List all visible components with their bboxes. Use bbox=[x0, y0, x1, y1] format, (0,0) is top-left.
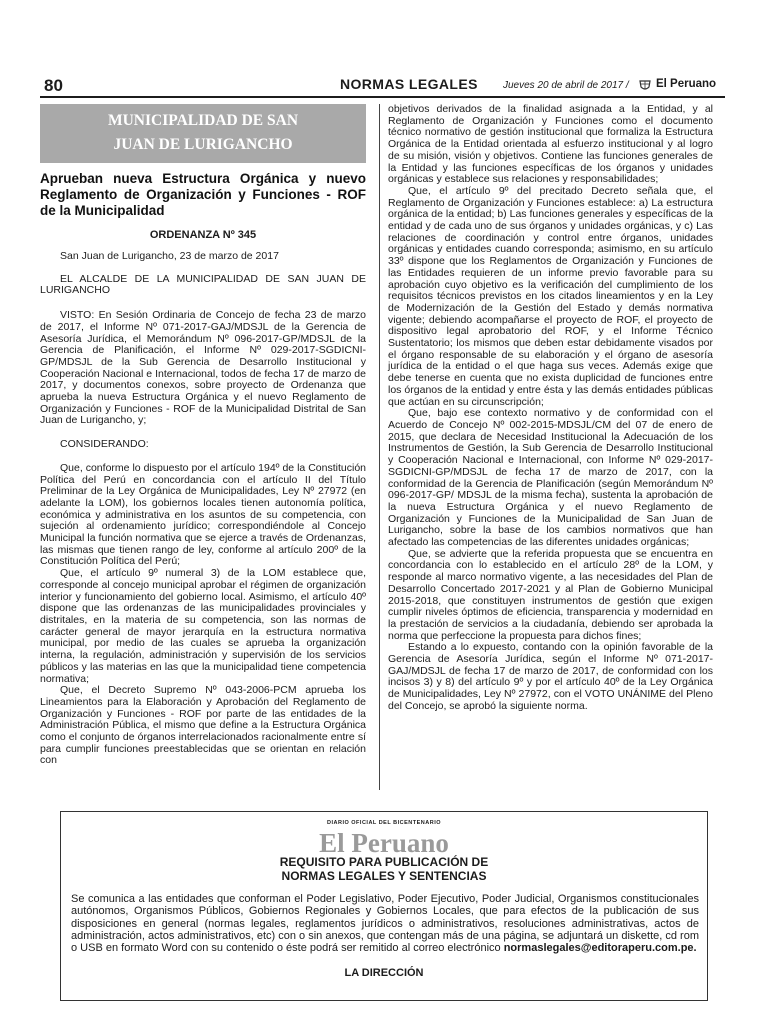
notice-title-line1: REQUISITO PARA PUBLICACIÓN DE bbox=[279, 855, 489, 869]
issue-date: Jueves 20 de abril de 2017 / bbox=[503, 80, 629, 91]
notice-title-line2: NORMAS LEGALES Y SENTENCIAS bbox=[281, 869, 487, 883]
considerando-paragraph: Que, el artículo 9º numeral 3) de la LOM establece que, corresponde al concejo municipal aprobar el régimen de organización interior y funcionamiento del gobierno local. Asimismo, el artículo 40º dispone que las ordenanzas de las municipalidades provinciales y distritales, en la materia de su competencia, son las normas de carácter general de mayor jerarquía en la estructura normativa municipal, por medio de las cuales se aprueba la organización interna, la regulación, administración y supervisión de los servicios públicos y las materias en las que la municipalidad tiene competencia normativa; bbox=[40, 567, 366, 685]
municipality-name-line2: JUAN DE LURIGANCHO bbox=[113, 136, 293, 153]
place-date: San Juan de Lurigancho, 23 de marzo de 2017 bbox=[60, 250, 279, 262]
publication-notice-box bbox=[60, 811, 708, 1001]
considerando-paragraph: Que, bajo ese contexto normativo y de conformidad con el Acuerdo de Concejo Nº 002-2015-MDSJL/CM del 07 de enero de 2015, que declara de Necesidad Institucional la Adecuación de los Instrumentos de Gestión, la Sub Gerencia de Desarrollo Institucional y Cooperación Nacional e Internacional, con Informe Nº 029-2017-SGDICNI-GP/MDSJL de fecha 17 de marzo de 2017, con la conformidad de la Gerencia de Planificación (según Memorándum Nº 096-2017-GP/ MDSJL de la misma fecha), sustenta la aprobación de la nueva Estructura Orgánica y el nuevo Reglamento de Organización y Funciones de la Municipalidad de San Juan de Lurigancho, sobre la base de los cambios normativos que han afectado las competencias de las diferentes unidades orgánicas; bbox=[388, 407, 713, 549]
right-column bbox=[388, 104, 713, 713]
column-divider bbox=[379, 104, 380, 790]
visto-paragraph: VISTO: En Sesión Ordinaria de Concejo de fecha 23 de marzo de 2017, el Informe Nº 071-2017-GAJ/MDSJL de la Gerencia de Asesoría Jurídica, el Memorándum Nº 096-2017-GP/MDSJL de la Gerencia de Planificación, el Informe Nº 029-2017-SGDICNI-GP/MDSJL de la Sub Gerencia de Desarrollo Institucional y Cooperación Nacional e Internacional, todos de fecha 17 de marzo de 2017, y documentos conexos, sobre proyecto de Ordenanza que aprueba la nueva Estructura Orgánica y el nuevo Reglamento de Organización y Funciones - ROF de la Municipalidad Distrital de San Juan de Lurigancho, y; bbox=[40, 309, 366, 427]
newspaper-brand: El Peruano bbox=[656, 78, 717, 90]
page-number: 80 bbox=[44, 76, 63, 95]
coat-of-arms-icon bbox=[638, 78, 652, 92]
header-rule bbox=[40, 96, 725, 98]
section-title: NORMAS LEGALES bbox=[340, 76, 478, 92]
resolution-paragraph: Estando a lo expuesto, contando con la opinión favorable de la Gerencia de Asesoría Jurídica, según el Informe Nº 071-2017-GAJ/MDSJL de fecha 17 de marzo de 2017, de conformidad con los incisos 3) y 8) del artículo 9º y por el artículo 40º de la Ley Orgánica de Municipalidades, Ley Nº 27972, con el VOTO UNÁNIME del Pleno del Concejo, se aprobó la siguiente norma. bbox=[388, 641, 713, 712]
considerando-heading: CONSIDERANDO: bbox=[60, 438, 149, 451]
municipality-banner bbox=[40, 104, 366, 163]
page-header bbox=[40, 76, 725, 96]
notice-body bbox=[71, 893, 699, 954]
municipality-name-line1: MUNICIPALIDAD DE SAN bbox=[107, 112, 299, 129]
notice-kicker: DIARIO OFICIAL DEL BICENTENARIO bbox=[327, 820, 441, 826]
considerando-paragraph: Que, conforme lo dispuesto por el artículo 194º de la Constitución Política del Perú en concordancia con el artículo II del Título Preliminar de la Ley Orgánica de Municipalidades, Ley Nº 27972 (en adelante la LOM), los gobiernos locales tienen autonomía política, económica y administrativa en los asuntos de su competencia, con sujeción al ordenamiento jurídico; correspondiéndole al Concejo Municipal la función normativa que se ejerce a través de Ordenanzas, las mismas que tienen rango de ley, conforme al artículo 200º de la Constitución Política del Perú; bbox=[40, 461, 366, 568]
el-peruano-logo: El Peruano bbox=[319, 828, 449, 858]
considerando-paragraph: objetivos derivados de la finalidad asignada a la Entidad, y al Reglamento de Organización y Funciones como el documento técnico normativo de gestión institucional que formaliza la Estructura Orgánica de la Entidad orientada al esfuerzo institucional y al logro de su misión, visión y objetivos. Contiene las funciones generales de la Entidad y las funciones específicas de los órganos y unidades orgánicas y establece sus relaciones y responsabilidades; bbox=[388, 103, 713, 186]
notice-body-text: Se comunica a las entidades que conforman el Poder Legislativo, Poder Ejecutivo, Poder Judicial, Organismos constitucionales autónomos, Organismos Públicos, Gobiernos Regionales y Gobiernos Locales, que para efectos de la publicación de sus disposiciones en general (normas legales, reglamentos jurídicos o administrativos, resoluciones administrativas, actos de administración, actos administrativos, etc) con o sin anexos, que contengan más de una página, se adjuntará un diskette, cd rom o USB en formato Word con su contenido o éste podrá ser remitido al correo electrónico bbox=[71, 893, 699, 955]
considerando-paragraph: Que, el artículo 9º del precitado Decreto señala que, el Reglamento de Organización y Funciones establece: a) La estructura orgánica de la entidad; b) Las funciones generales y específicas de la entidad y de cada uno de sus órganos y unidades orgánicas, y c) Las relaciones de coordinación y control entre órganos, unidades orgánicas y entidades cuando corresponda; asimismo, en su artículo 33º dispone que los Reglamentos de Organización y Funciones de las Entidades requieren de un informe previo favorable para su aprobación cuyo objetivo es la verificación del cumplimiento de los requisitos técnicos previstos en los citados lineamientos y en la Ley de Modernización de la Gestión del Estado y demás normativa vigente; debiendo acompañarse el proyecto de ROF, el proyecto de dispositivo legal aprobatorio del ROF, y el Informe Técnico Sustentatorio; los mismos que deben estar debidamente visados por el órgano responsable de su elaboración y el órgano de asesoría jurídica de la entidad o el que haga sus veces. Además exige que debe tenerse en cuenta que no exista duplicidad de funciones entre los órganos de la entidad y entre ésta y las demás entidades públicas que actúan en su circunscripción; bbox=[388, 184, 713, 408]
considerando-paragraph: Que, el Decreto Supremo Nº 043-2006-PCM aprueba los Lineamientos para la Elaboración y Aprobación del Reglamento de Organización y Funciones - ROF por parte de las entidades de la Administración Pública, el mismo que define a la Estructura Orgánica como el conjunto de órganos interrelacionados racionalmente entre sí para cumplir funciones preestablecidas que se orientan en relación con bbox=[40, 684, 366, 767]
considerando-paragraph: Que, se advierte que la referida propuesta que se encuentra en concordancia con lo establecido en el artículo 28º de la LOM, y responde al marco normativo vigente, a las necesidades del Plan de Desarrollo Concertado 2017-2021 y al Plan de Gobierno Municipal 2015-2018, que constituyen instrumentos de gestión que exigen cumplir niveles óptimos de eficiencia, transparencia y modernidad en la prestación de servicios a la ciudadanía, debiendo ser aprobada la norma que perfeccione la propuesta para dichos fines; bbox=[388, 547, 713, 642]
notice-email-link[interactable]: normaslegales@editoraperu.com.pe. bbox=[503, 942, 697, 955]
left-column bbox=[40, 104, 366, 767]
notice-signature: LA DIRECCIÓN bbox=[344, 967, 424, 979]
article-headline: Aprueban nueva Estructura Orgánica y nuevo Reglamento de Organización y Funciones - ROF de la Municipalidad bbox=[40, 171, 366, 218]
ordinance-number: ORDENANZA Nº 345 bbox=[149, 229, 257, 241]
mayor-line: EL ALCALDE DE LA MUNICIPALIDAD DE SAN JUAN DE LURIGANCHO bbox=[40, 272, 366, 297]
